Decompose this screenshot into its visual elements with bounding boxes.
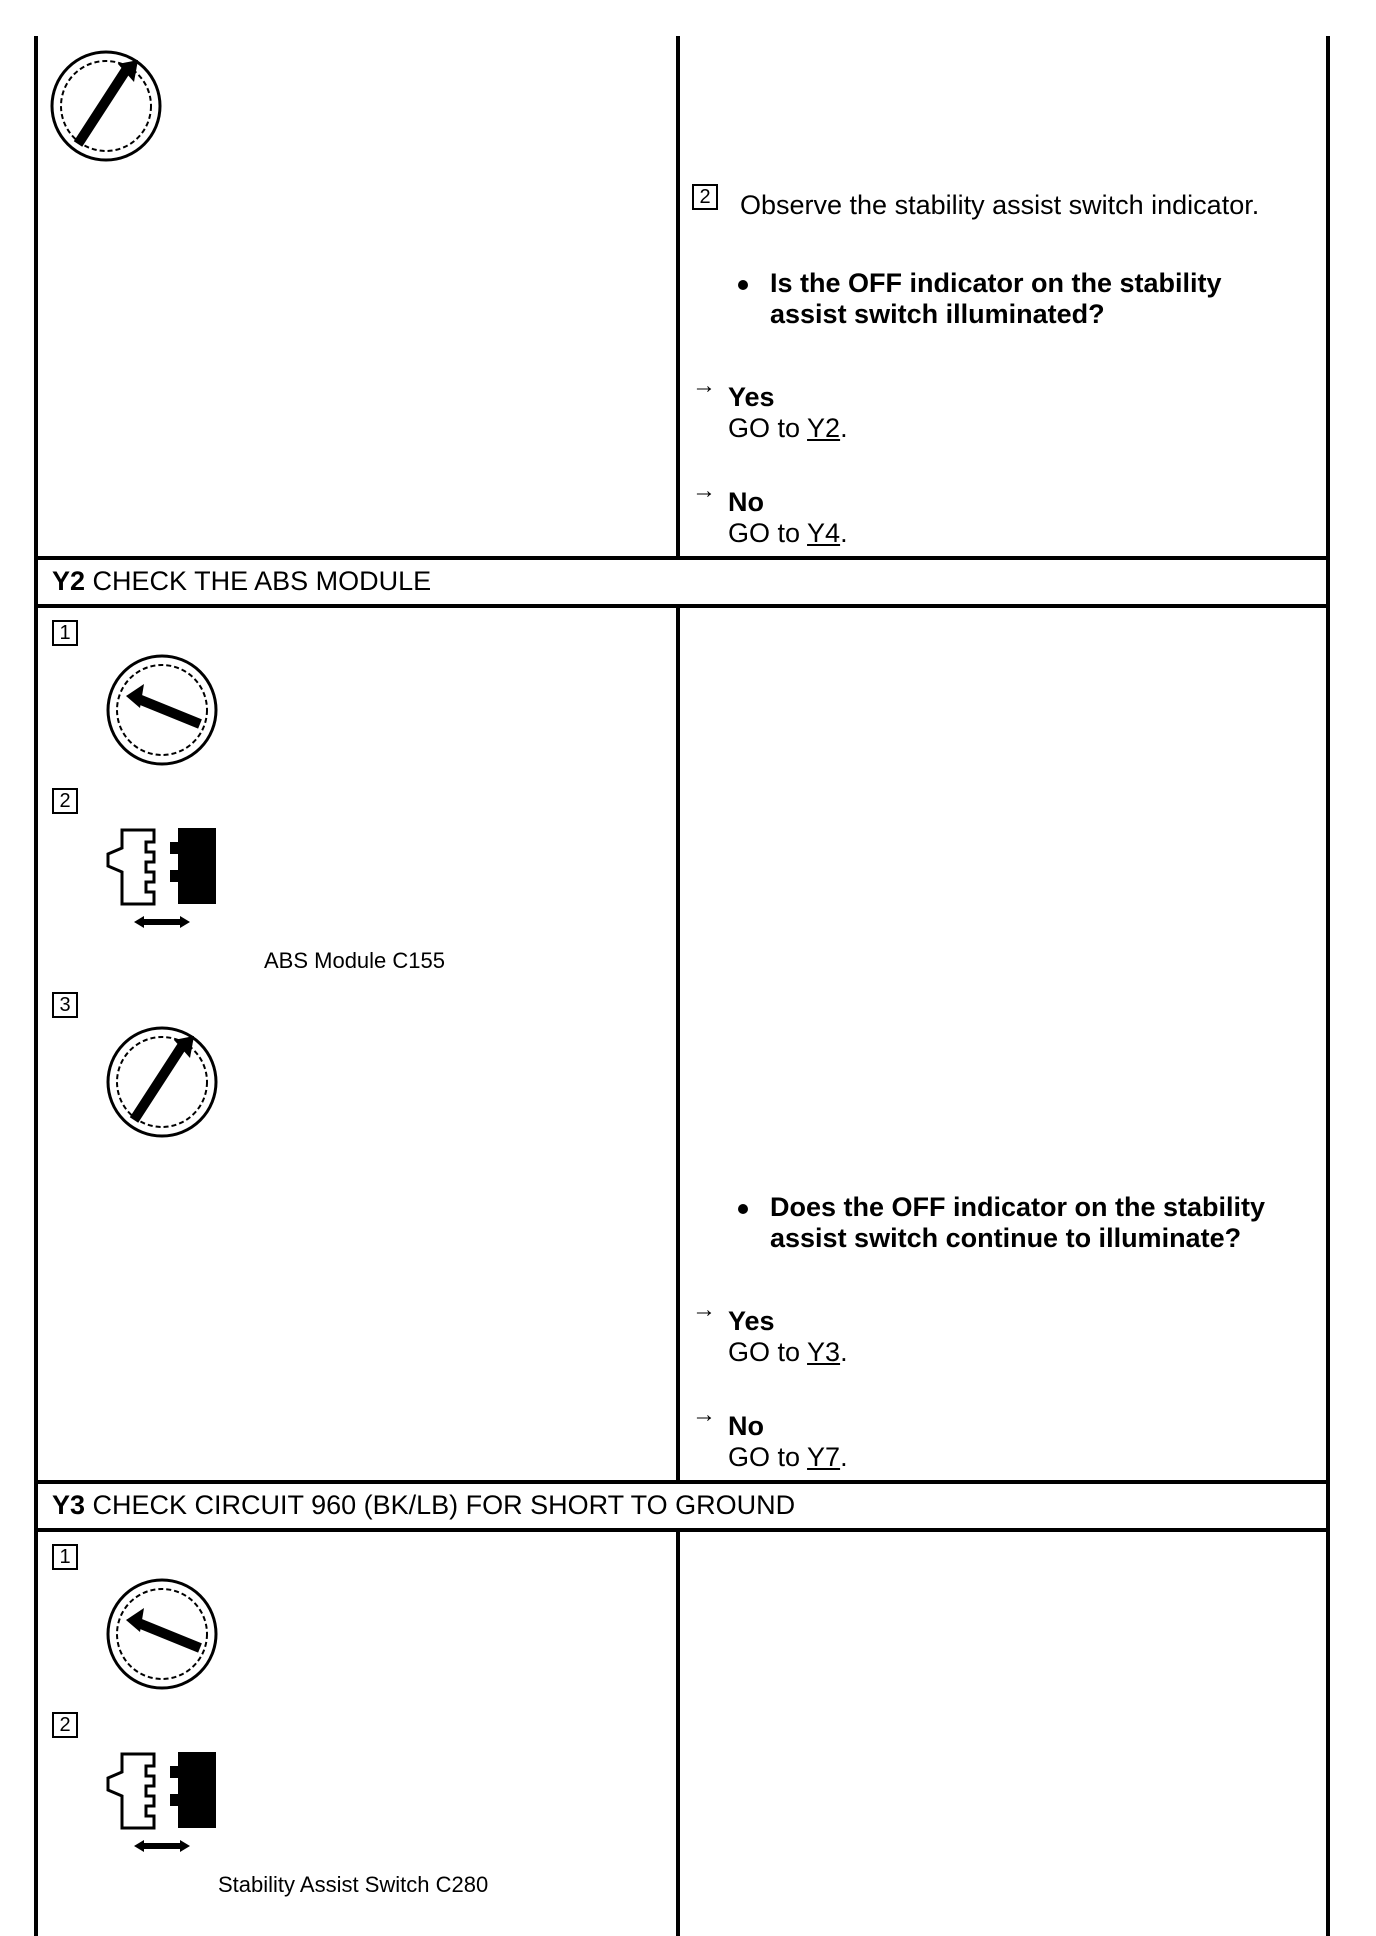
arrow-right-icon: → <box>692 1401 716 1428</box>
connector-disconnect-icon <box>102 1746 220 1858</box>
link-y3[interactable]: Y3 <box>807 1337 841 1367</box>
step-number: 1 <box>52 620 78 646</box>
connector-caption: Stability Assist Switch C280 <box>218 1872 489 1897</box>
answer-yes-action: GO to Y3. <box>728 1337 848 1367</box>
section-id: Y3 <box>52 1490 86 1520</box>
answer-yes <box>728 382 848 444</box>
ignition-run-icon <box>48 48 164 164</box>
row-divider-3 <box>36 1480 1330 1484</box>
step-instruction: Observe the stability assist switch indicator. <box>740 190 1260 220</box>
answer-yes-label: Yes <box>728 382 775 412</box>
arrow-right-icon: → <box>692 1296 716 1323</box>
link-y2[interactable]: Y2 <box>807 413 841 443</box>
arrow-right-icon: → <box>692 477 716 504</box>
bullet-dot <box>738 280 748 290</box>
section-title: CHECK THE ABS MODULE <box>92 566 432 596</box>
bullet-dot <box>738 1204 748 1214</box>
answer-no-action: GO to Y4. <box>728 518 848 548</box>
question-text: Does the OFF indicator on the stability assist switch continue to illuminate? <box>770 1192 1266 1253</box>
section-header-y2 <box>52 566 431 597</box>
ignition-off-icon <box>104 652 220 768</box>
row-divider-2 <box>36 604 1330 608</box>
answer-yes-action: GO to Y2. <box>728 413 848 443</box>
step-number: 1 <box>52 1544 78 1570</box>
table-right-border <box>1326 36 1330 1936</box>
answer-no-label: No <box>728 487 764 517</box>
row-divider-1 <box>36 556 1330 560</box>
link-y7[interactable]: Y7 <box>807 1442 841 1472</box>
question <box>770 268 1290 330</box>
answer-no <box>728 1411 848 1473</box>
column-divider-y2 <box>676 606 680 1482</box>
step-number: 2 <box>52 788 78 814</box>
section-title: CHECK CIRCUIT 960 (BK/LB) FOR SHORT TO GROUND <box>92 1490 796 1520</box>
answer-no-label: No <box>728 1411 764 1441</box>
answer-no <box>728 487 848 549</box>
arrow-right-icon: → <box>692 372 716 399</box>
answer-yes-label: Yes <box>728 1306 775 1336</box>
table-left-border <box>34 36 38 1936</box>
ignition-off-icon <box>104 1576 220 1692</box>
row-divider-4 <box>36 1528 1330 1532</box>
section-header-y3 <box>52 1490 795 1521</box>
answer-yes <box>728 1306 848 1368</box>
question <box>770 1192 1310 1254</box>
section-id: Y2 <box>52 566 86 596</box>
connector-caption: ABS Module C155 <box>264 948 445 973</box>
link-y4[interactable]: Y4 <box>807 518 841 548</box>
step-number: 2 <box>692 184 718 210</box>
column-divider-y3 <box>676 1530 680 1936</box>
connector-disconnect-icon <box>102 822 220 934</box>
answer-no-action: GO to Y7. <box>728 1442 848 1472</box>
step-number: 3 <box>52 992 78 1018</box>
question-text: Is the OFF indicator on the stability assist switch illuminated? <box>770 268 1222 329</box>
step-number: 2 <box>52 1712 78 1738</box>
ignition-run-icon <box>104 1024 220 1140</box>
column-divider-top <box>676 36 680 558</box>
